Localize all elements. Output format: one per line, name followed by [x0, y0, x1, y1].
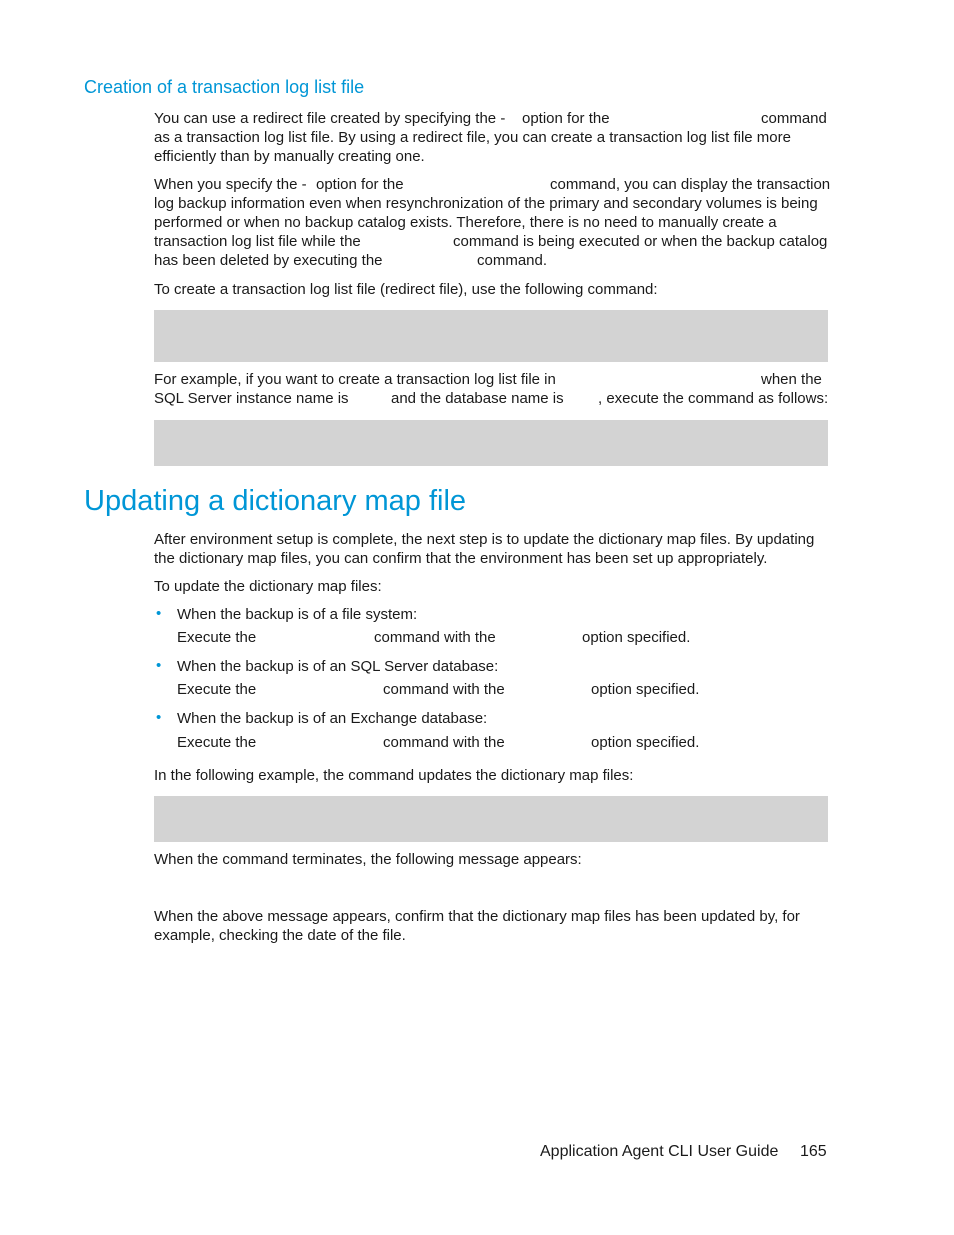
p1-line1-c: command — [761, 110, 827, 127]
intro-line2: the dictionary map files, you can confirm that the environment has been set up appropriately. — [154, 550, 768, 567]
bullet-icon: • — [156, 709, 162, 726]
bullet-icon: • — [156, 605, 162, 622]
p2-line5-b: command. — [477, 252, 548, 269]
p4-line1-a: For example, if you want to create a transaction log list file in — [154, 371, 556, 388]
bullet-detail-b: command with the — [383, 734, 505, 751]
p1-line1-b: option for the — [522, 110, 610, 127]
p3: To create a transaction log list file (redirect file), use the following command: — [154, 281, 658, 298]
bullet-title: When the backup is of a file system: — [177, 606, 418, 623]
bullet-detail-b: command with the — [374, 629, 496, 646]
page-number: 165 — [800, 1143, 827, 1160]
example-lead: In the following example, the command updates the dictionary map files: — [154, 767, 634, 784]
bullet-detail-a: Execute the — [177, 681, 257, 698]
p4-line2-b: and the database name is — [391, 390, 564, 407]
p4-line2-c: , execute the command as follows: — [598, 390, 829, 407]
p2-line3: performed or when no backup catalog exists. Therefore, there is no need to manually create a — [154, 214, 777, 231]
p1-line3: efficiently than by manually creating one. — [154, 148, 425, 165]
bullet-title: When the backup is of an Exchange database: — [177, 710, 488, 727]
bullet-title: When the backup is of an SQL Server database: — [177, 658, 499, 675]
confirm-line2: example, checking the date of the file. — [154, 927, 406, 944]
terminate-text: When the command terminates, the following message appears: — [154, 851, 582, 868]
p4-line1-b: when the — [761, 371, 822, 388]
p1-line1-a: You can use a redirect file created by specifying the - — [154, 110, 506, 127]
bullet-icon: • — [156, 657, 162, 674]
code-block — [154, 796, 828, 842]
p2-line1-c: command, you can display the transaction — [550, 176, 831, 193]
confirm-line1: When the above message appears, confirm that the dictionary map files has been updated by, for — [154, 908, 800, 925]
main-heading: Updating a dictionary map file — [84, 485, 467, 517]
p2-line5-a: has been deleted by executing the — [154, 252, 383, 269]
bullet-detail-a: Execute the — [177, 629, 257, 646]
code-block — [154, 310, 828, 362]
p1-line2: as a transaction log list file. By using a redirect file, you can create a transaction log list file more — [154, 129, 791, 146]
p2-line1-b: option for the — [316, 176, 404, 193]
code-block — [154, 420, 828, 466]
lead-text: To update the dictionary map files: — [154, 578, 382, 595]
footer-title: Application Agent CLI User Guide — [540, 1143, 779, 1160]
section-heading: Creation of a transaction log list file — [84, 77, 365, 97]
bullet-detail-c: option specified. — [582, 629, 691, 646]
p2-line1-a: When you specify the - — [154, 176, 307, 193]
p2-line2: log backup information even when resynchronization of the primary and secondary volumes is being — [154, 195, 818, 212]
bullet-detail-a: Execute the — [177, 734, 257, 751]
bullet-detail-b: command with the — [383, 681, 505, 698]
bullet-detail-c: option specified. — [591, 734, 700, 751]
intro-line1: After environment setup is complete, the next step is to update the dictionary map files. By updating — [154, 531, 815, 548]
p4-line2-a: SQL Server instance name is — [154, 390, 349, 407]
p2-line4-b: command is being executed or when the backup catalog — [453, 233, 828, 250]
bullet-detail-c: option specified. — [591, 681, 700, 698]
p2-line4-a: transaction log list file while the — [154, 233, 361, 250]
